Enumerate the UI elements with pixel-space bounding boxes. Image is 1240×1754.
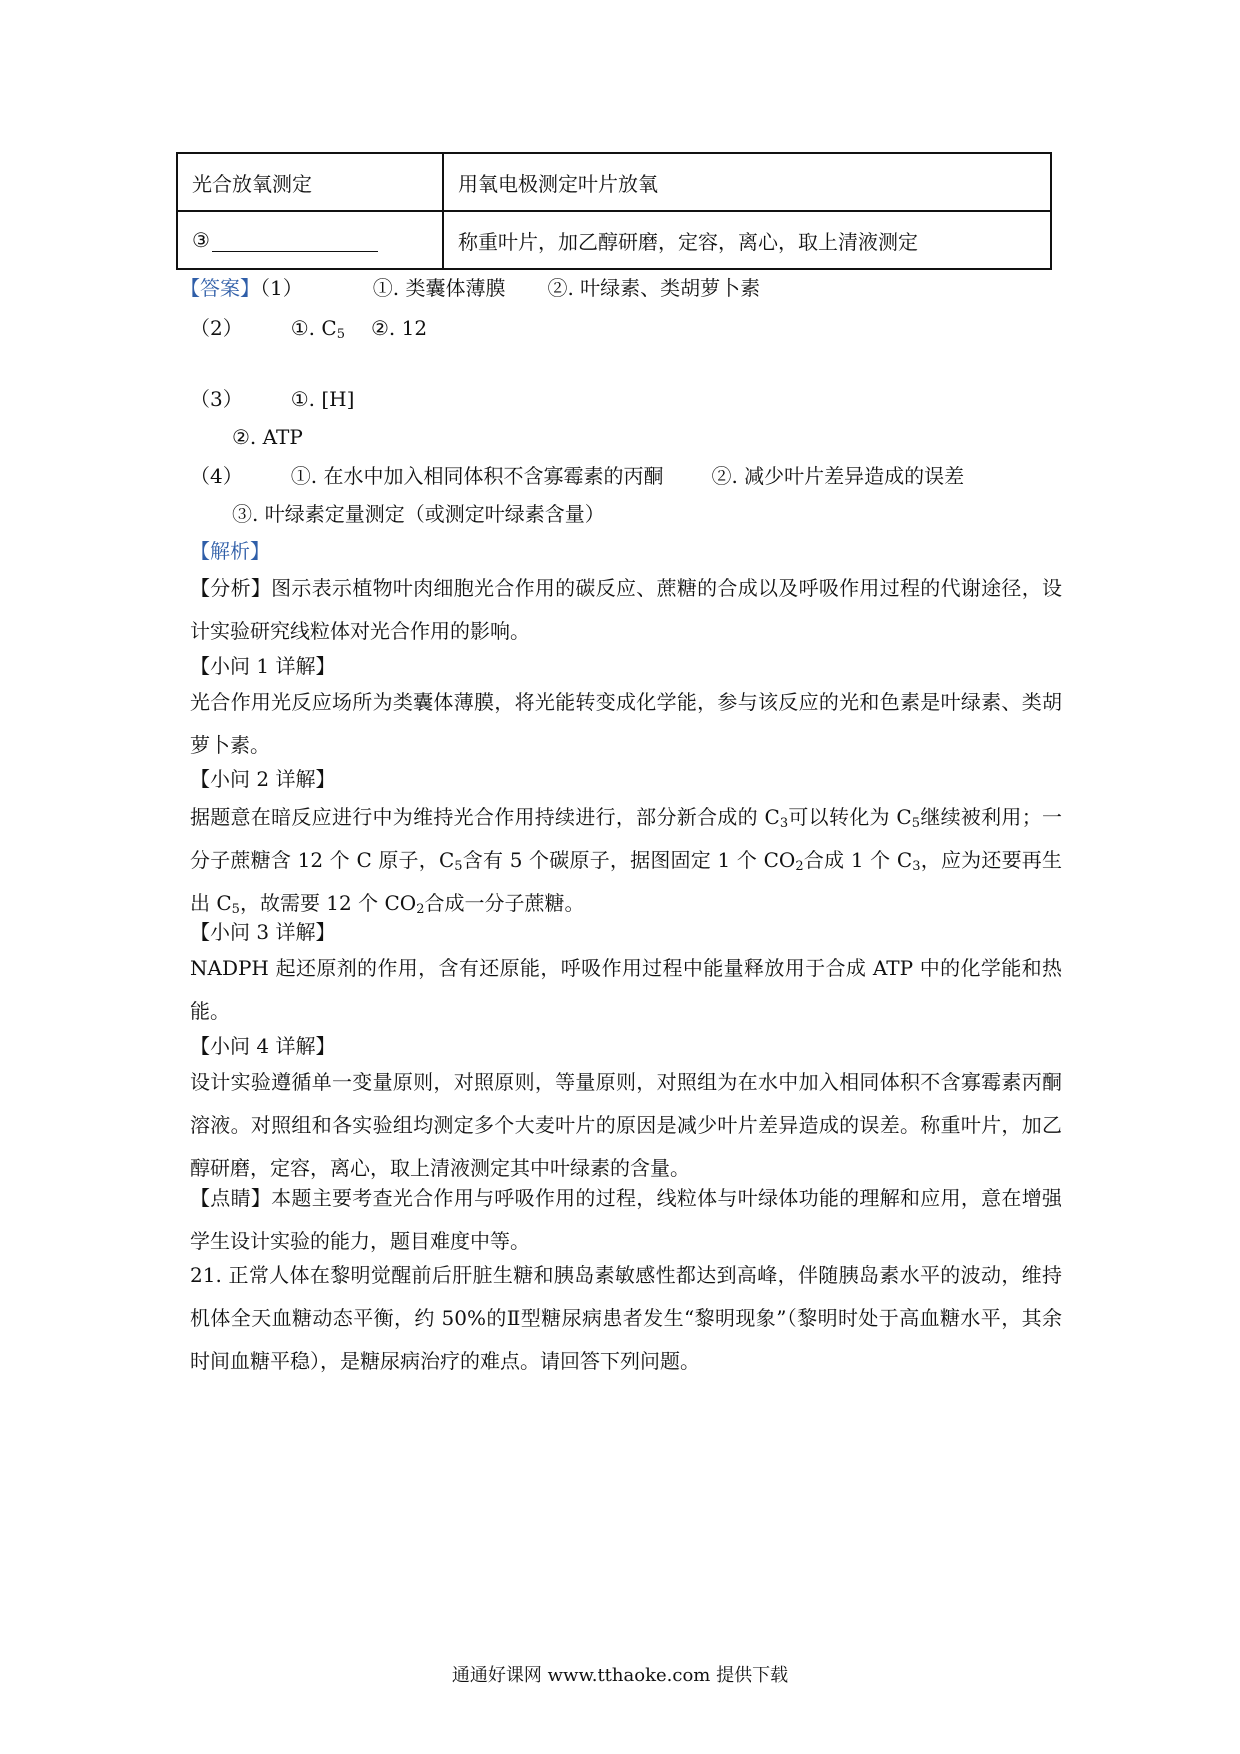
q3-heading: 【小问 3 详解】	[190, 920, 336, 944]
table-cell: 称重叶片，加乙醇研磨，定容，离心，取上清液测定	[443, 211, 1051, 269]
answer-line-5: （4） ①. 在水中加入相同体积不含寡霉素的丙酮 ②. 减少叶片差异造成的误差	[190, 464, 965, 488]
experiment-table	[176, 152, 1052, 270]
question-21: 21. 正常人体在黎明觉醒前后肝脏生糖和胰岛素敏感性都达到高峰，伴随胰岛素水平的波动，维持机体全天血糖动态平衡，约 50%的Ⅱ型糖尿病患者发生“黎明现象”（黎明时处于高血糖水平，其余时间血糖平稳），是糖尿病治疗的难点。请回答下列问题。	[190, 1263, 1062, 1373]
fill-blank-line	[212, 231, 378, 252]
answer-line-6: ③. 叶绿素定量测定（或测定叶绿素含量）	[232, 502, 605, 526]
q1-explanation: 光合作用光反应场所为类囊体薄膜，将光能转变成化学能，参与该反应的光和色素是叶绿素、类胡萝卜素。	[190, 690, 1062, 757]
table-row	[177, 153, 1051, 211]
analysis-label: 【解析】	[190, 539, 270, 563]
q4-explanation: 设计实验遵循单一变量原则，对照原则，等量原则，对照组为在水中加入相同体积不含寡霉素丙酮溶液。对照组和各实验组均测定多个大麦叶片的原因是减少叶片差异造成的误差。称重叶片，加乙醇研磨，定容，离心，取上清液测定其中叶绿素的含量。	[190, 1070, 1062, 1180]
q2-heading: 【小问 2 详解】	[190, 767, 336, 791]
table-cell: 光合放氧测定	[177, 153, 443, 211]
q3-explanation: NADPH 起还原剂的作用，含有还原能，呼吸作用过程中能量释放用于合成 ATP 中的化学能和热能。	[190, 956, 1062, 1023]
answer-line-1: 【答案】（1） ①. 类囊体薄膜 ②. 叶绿素、类胡萝卜素	[180, 276, 761, 300]
answer-line-2: （2） ①. $C_5$ ②. 12	[190, 316, 428, 342]
key-point: 【点睛】本题主要考查光合作用与呼吸作用的过程，线粒体与叶绿体功能的理解和应用，意在增强学生设计实验的能力，题目难度中等。	[190, 1186, 1062, 1253]
table-row	[177, 211, 1051, 269]
answer-line-4: ②. ATP	[232, 425, 303, 449]
table-cell: 用氧电极测定叶片放氧	[443, 153, 1051, 211]
q4-heading: 【小问 4 详解】	[190, 1034, 336, 1058]
answer-line-3: （3） ①. [H]	[190, 387, 355, 411]
q1-heading: 【小问 1 详解】	[190, 654, 336, 678]
answer-label: 【答案】	[180, 276, 260, 300]
q2-explanation: 据题意在暗反应进行中为维持光合作用持续进行，部分新合成的 $C_3$可以转化为 $C_5$继续被利用；一分子蔗糖含 12 个 C 原子，$C_5$含有 5 个碳原子，据图固定 1 个 $CO_2$合成 1 个 $C_3$，应为还要再生出 $C_5$，故需要 12 个 $CO_2$合成一分子蔗糖。	[190, 805, 1063, 917]
analysis-summary: 【分析】图示表示植物叶肉细胞光合作用的碳反应、蔗糖的合成以及呼吸作用过程的代谢途径，设计实验研究线粒体对光合作用的影响。	[190, 576, 1062, 643]
blank-number: ③	[192, 228, 210, 252]
footer-source: 通通好课网 www.tthaoke.com 提供下载	[451, 1665, 789, 1686]
table-cell	[177, 211, 443, 269]
